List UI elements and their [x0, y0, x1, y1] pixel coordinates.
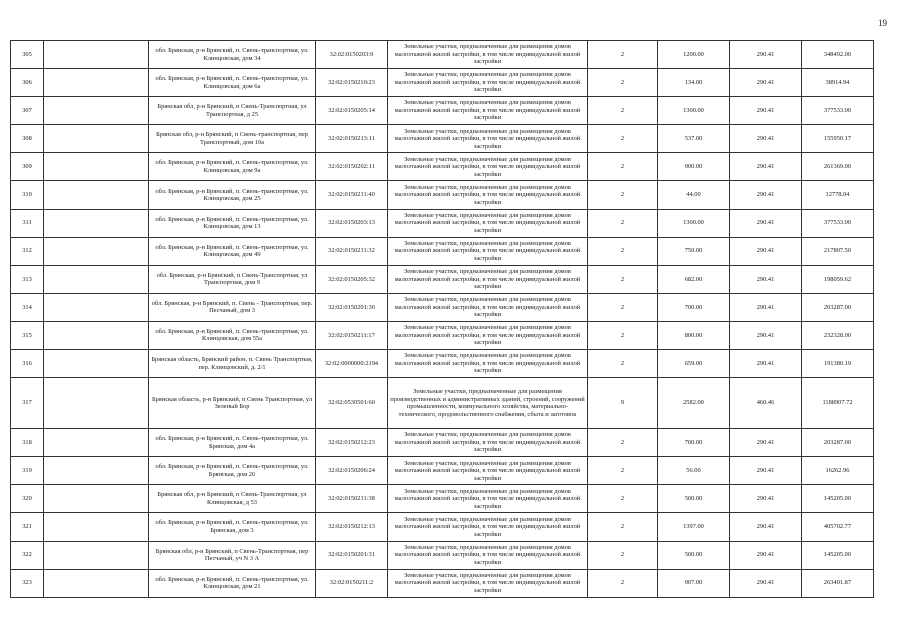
- area-cell: 500.00: [658, 541, 730, 569]
- row-number: 318: [11, 429, 44, 457]
- blank-cell: [44, 378, 149, 429]
- area-cell: 800.00: [658, 321, 730, 349]
- specific-value-cell: 290.41: [730, 293, 802, 321]
- blank-cell: [44, 237, 149, 265]
- row-number: 314: [11, 293, 44, 321]
- table-row: [11, 97, 874, 125]
- cadastral-number-cell: 32:02:0150203:13: [316, 209, 388, 237]
- table-row: [11, 209, 874, 237]
- category-cell: 2: [588, 541, 658, 569]
- cadastral-number-cell: 32:02:0150211:38: [316, 485, 388, 513]
- address-cell: Брянская обл, р-н Брянский, п Свень-Транспортная, ул Клинцовская, д 53: [149, 485, 316, 513]
- specific-value-cell: 290.41: [730, 125, 802, 153]
- table-row: [11, 265, 874, 293]
- land-use-cell: Земельные участки, предназначенные для размещения домов малоэтажной жилой застройки, в том числе индивидуальной жилой застройки: [388, 457, 588, 485]
- cadastral-number-cell: 32:02:0150201:31: [316, 541, 388, 569]
- row-number: 321: [11, 513, 44, 541]
- cadastral-number-cell: 32:02:0150212:23: [316, 429, 388, 457]
- table-row: [11, 485, 874, 513]
- specific-value-cell: 290.41: [730, 350, 802, 378]
- cadastral-value-cell: 145205.00: [802, 485, 874, 513]
- area-cell: 56.00: [658, 457, 730, 485]
- cadastral-number-cell: 32:02:0530501:60: [316, 378, 388, 429]
- specific-value-cell: 290.41: [730, 541, 802, 569]
- cadastral-value-cell: 198059.62: [802, 265, 874, 293]
- table-row: [11, 541, 874, 569]
- land-use-cell: Земельные участки, предназначенные для размещения домов малоэтажной жилой застройки, в том числе индивидуальной жилой застройки: [388, 153, 588, 181]
- specific-value-cell: 290.41: [730, 485, 802, 513]
- category-cell: 2: [588, 513, 658, 541]
- cadastral-value-cell: 348492.00: [802, 41, 874, 69]
- cadastral-value-cell: 38914.94: [802, 69, 874, 97]
- land-use-cell: Земельные участки, предназначенные для размещения домов малоэтажной жилой застройки, в том числе индивидуальной жилой застройки: [388, 293, 588, 321]
- specific-value-cell: 460.46: [730, 378, 802, 429]
- blank-cell: [44, 350, 149, 378]
- category-cell: 2: [588, 153, 658, 181]
- land-use-cell: Земельные участки, предназначенные для размещения домов малоэтажной жилой застройки, в том числе индивидуальной жилой застройки: [388, 321, 588, 349]
- area-cell: 682.00: [658, 265, 730, 293]
- table-row: [11, 293, 874, 321]
- cadastral-value-cell: 232328.00: [802, 321, 874, 349]
- address-cell: Брянская область, р-н Брянский, п Свень Транспортная, ул Зеленый Бор: [149, 378, 316, 429]
- address-cell: обл. Брянская, р-н Брянский, п. Свень-транспортная, ул. Клинцовская, дом 9а: [149, 153, 316, 181]
- table-row: [11, 181, 874, 209]
- cadastral-number-cell: 32:02:0150205:14: [316, 97, 388, 125]
- blank-cell: [44, 153, 149, 181]
- address-cell: обл. Брянская, р-н Брянский, п. Свень-транспортная, ул. Клинцовская, дом 21: [149, 569, 316, 597]
- address-cell: обл. Брянская, р-н Брянский, п. Свень-транспортная, ул. Клинцовская, дом 13: [149, 209, 316, 237]
- blank-cell: [44, 513, 149, 541]
- land-use-cell: Земельные участки, предназначенные для размещения домов малоэтажной жилой застройки, в том числе индивидуальной жилой застройки: [388, 541, 588, 569]
- blank-cell: [44, 69, 149, 97]
- address-cell: Брянская обл, р-н Брянский, п Свень-Транспортная, пер Песчаный, уч N 3 А: [149, 541, 316, 569]
- category-cell: 2: [588, 209, 658, 237]
- row-number: 323: [11, 569, 44, 597]
- cadastral-number-cell: 32:02:0150206:24: [316, 457, 388, 485]
- category-cell: 2: [588, 485, 658, 513]
- cadastral-number-cell: 32:02:0150211:2: [316, 569, 388, 597]
- area-cell: 907.00: [658, 569, 730, 597]
- land-registry-table: [10, 40, 874, 598]
- specific-value-cell: 290.41: [730, 97, 802, 125]
- area-cell: 1397.00: [658, 513, 730, 541]
- area-cell: 1300.00: [658, 97, 730, 125]
- specific-value-cell: 290.41: [730, 69, 802, 97]
- land-use-cell: Земельные участки, предназначенные для размещения домов малоэтажной жилой застройки, в том числе индивидуальной жилой застройки: [388, 350, 588, 378]
- row-number: 306: [11, 69, 44, 97]
- land-use-cell: Земельные участки, предназначенные для размещения домов малоэтажной жилой застройки, в том числе индивидуальной жилой застройки: [388, 569, 588, 597]
- specific-value-cell: 290.41: [730, 513, 802, 541]
- row-number: 309: [11, 153, 44, 181]
- address-cell: обл. Брянская, р-н Брянский, п. Свень-транспортная, ул. Клинцовская, дом 34: [149, 41, 316, 69]
- land-use-cell: Земельные участки, предназначенные для размещения домов малоэтажной жилой застройки, в том числе индивидуальной жилой застройки: [388, 97, 588, 125]
- row-number: 319: [11, 457, 44, 485]
- area-cell: 1300.00: [658, 209, 730, 237]
- cadastral-number-cell: 32:02:0000000:2194: [316, 350, 388, 378]
- category-cell: 2: [588, 429, 658, 457]
- cadastral-number-cell: 32:02:0150212:13: [316, 513, 388, 541]
- cadastral-value-cell: 16262.96: [802, 457, 874, 485]
- address-cell: Брянская обл, р-н Брянский, п Свень-Транспортная, ул Транспортная, д 25: [149, 97, 316, 125]
- cadastral-number-cell: 32:02:0150211:40: [316, 181, 388, 209]
- table-body: [11, 41, 874, 598]
- land-use-cell: Земельные участки, предназначенные для размещения производственных и административных зданий, строений, сооружений промышленности, коммунального хозяйства, материально-технического, продовольственного снабжения, сбыта и заготовок: [388, 378, 588, 429]
- row-number: 308: [11, 125, 44, 153]
- row-number: 320: [11, 485, 44, 513]
- row-number: 310: [11, 181, 44, 209]
- row-number: 313: [11, 265, 44, 293]
- table-row: [11, 321, 874, 349]
- row-number: 312: [11, 237, 44, 265]
- specific-value-cell: 290.41: [730, 457, 802, 485]
- land-use-cell: Земельные участки, предназначенные для размещения домов малоэтажной жилой застройки, в том числе индивидуальной жилой застройки: [388, 485, 588, 513]
- row-number: 322: [11, 541, 44, 569]
- category-cell: 2: [588, 237, 658, 265]
- category-cell: 2: [588, 265, 658, 293]
- blank-cell: [44, 41, 149, 69]
- area-cell: 44.00: [658, 181, 730, 209]
- specific-value-cell: 290.41: [730, 429, 802, 457]
- row-number: 311: [11, 209, 44, 237]
- cadastral-value-cell: 155950.17: [802, 125, 874, 153]
- page-number: 19: [878, 18, 887, 28]
- cadastral-number-cell: 32:02:0150203:9: [316, 41, 388, 69]
- cadastral-value-cell: 263401.87: [802, 569, 874, 597]
- land-use-cell: Земельные участки, предназначенные для размещения домов малоэтажной жилой застройки, в том числе индивидуальной жилой застройки: [388, 513, 588, 541]
- blank-cell: [44, 429, 149, 457]
- blank-cell: [44, 97, 149, 125]
- land-use-cell: Земельные участки, предназначенные для размещения домов малоэтажной жилой застройки, в том числе индивидуальной жилой застройки: [388, 69, 588, 97]
- cadastral-value-cell: 405702.77: [802, 513, 874, 541]
- blank-cell: [44, 457, 149, 485]
- land-use-cell: Земельные участки, предназначенные для размещения домов малоэтажной жилой застройки, в том числе индивидуальной жилой застройки: [388, 237, 588, 265]
- category-cell: 2: [588, 41, 658, 69]
- blank-cell: [44, 569, 149, 597]
- category-cell: 2: [588, 125, 658, 153]
- table-row: [11, 429, 874, 457]
- table-row: [11, 69, 874, 97]
- address-cell: Брянская область, Брянский район, п. Свень Транспортная, пер. Клинцовский, д. 2/1: [149, 350, 316, 378]
- specific-value-cell: 290.41: [730, 153, 802, 181]
- specific-value-cell: 290.41: [730, 41, 802, 69]
- area-cell: 537.00: [658, 125, 730, 153]
- area-cell: 750.00: [658, 237, 730, 265]
- specific-value-cell: 290.41: [730, 209, 802, 237]
- blank-cell: [44, 209, 149, 237]
- blank-cell: [44, 181, 149, 209]
- category-cell: 9: [588, 378, 658, 429]
- area-cell: 134.00: [658, 69, 730, 97]
- land-use-cell: Земельные участки, предназначенные для размещения домов малоэтажной жилой застройки, в том числе индивидуальной жилой застройки: [388, 41, 588, 69]
- land-use-cell: Земельные участки, предназначенные для размещения домов малоэтажной жилой застройки, в том числе индивидуальной жилой застройки: [388, 209, 588, 237]
- cadastral-number-cell: 32:02:0150202:11: [316, 153, 388, 181]
- table-row: [11, 153, 874, 181]
- row-number: 317: [11, 378, 44, 429]
- address-cell: обл. Брянская, р-н Брянский, п. Свень-транспортная, ул. Клинцовская, дом 49: [149, 237, 316, 265]
- cadastral-number-cell: 32:02:0150205:32: [316, 265, 388, 293]
- cadastral-number-cell: 32:02:0150210:23: [316, 69, 388, 97]
- cadastral-value-cell: 145205.00: [802, 541, 874, 569]
- cadastral-value-cell: 203287.00: [802, 429, 874, 457]
- table-row: [11, 378, 874, 429]
- category-cell: 2: [588, 181, 658, 209]
- table-row: [11, 513, 874, 541]
- category-cell: 2: [588, 97, 658, 125]
- area-cell: 2582.00: [658, 378, 730, 429]
- land-use-cell: Земельные участки, предназначенные для размещения домов малоэтажной жилой застройки, в том числе индивидуальной жилой застройки: [388, 429, 588, 457]
- table-row: [11, 237, 874, 265]
- address-cell: обл. Брянская, р-н Брянский, п. Свень-транспортная, ул. Клинцовская, дом 6а: [149, 69, 316, 97]
- cadastral-value-cell: 203287.00: [802, 293, 874, 321]
- row-number: 305: [11, 41, 44, 69]
- blank-cell: [44, 293, 149, 321]
- table-row: [11, 457, 874, 485]
- specific-value-cell: 290.41: [730, 181, 802, 209]
- cadastral-value-cell: 12778.04: [802, 181, 874, 209]
- address-cell: Брянская обл, р-н Брянский, п Свень-транспортная, пер Транспортный, дом 10а: [149, 125, 316, 153]
- address-cell: обл. Брянская, р-н Брянский, п. Свень-транспортная, ул. Брянская, дом 4а: [149, 429, 316, 457]
- row-number: 316: [11, 350, 44, 378]
- specific-value-cell: 290.41: [730, 237, 802, 265]
- blank-cell: [44, 265, 149, 293]
- address-cell: обл. Брянская, р-н Брянский, п. Свень-транспортная, ул. Клинцовская, дом 55а: [149, 321, 316, 349]
- specific-value-cell: 290.41: [730, 321, 802, 349]
- table-row: [11, 350, 874, 378]
- area-cell: 900.00: [658, 153, 730, 181]
- cadastral-number-cell: 32:02:0150211:17: [316, 321, 388, 349]
- area-cell: 659.00: [658, 350, 730, 378]
- specific-value-cell: 290.41: [730, 569, 802, 597]
- cadastral-value-cell: 217807.50: [802, 237, 874, 265]
- address-cell: обл. Брянская, р-н Брянский, п Свень-Транспортная, ул Транспортная, дом 9: [149, 265, 316, 293]
- blank-cell: [44, 125, 149, 153]
- row-number: 307: [11, 97, 44, 125]
- table-row: [11, 125, 874, 153]
- category-cell: 2: [588, 350, 658, 378]
- land-use-cell: Земельные участки, предназначенные для размещения домов малоэтажной жилой застройки, в том числе индивидуальной жилой застройки: [388, 265, 588, 293]
- address-cell: обл. Брянская, р-н Брянский, п. Свень-транспортная, ул. Брянская, дом 3: [149, 513, 316, 541]
- cadastral-number-cell: 32:02:0150211:32: [316, 237, 388, 265]
- category-cell: 2: [588, 321, 658, 349]
- cadastral-value-cell: 377533.00: [802, 209, 874, 237]
- blank-cell: [44, 541, 149, 569]
- blank-cell: [44, 321, 149, 349]
- cadastral-number-cell: 32:02:0150201:30: [316, 293, 388, 321]
- address-cell: обл. Брянская, р-н Брянский, п. Свень - Транспортная, пер. Песчаный, дом 3: [149, 293, 316, 321]
- address-cell: обл. Брянская, р-н Брянский, п. Свень-транспортная, ул. Брянская, дом 26: [149, 457, 316, 485]
- land-use-cell: Земельные участки, предназначенные для размещения домов малоэтажной жилой застройки, в том числе индивидуальной жилой застройки: [388, 125, 588, 153]
- table-row: [11, 41, 874, 69]
- category-cell: 2: [588, 569, 658, 597]
- row-number: 315: [11, 321, 44, 349]
- category-cell: 2: [588, 293, 658, 321]
- cadastral-value-cell: 261369.00: [802, 153, 874, 181]
- area-cell: 1200.00: [658, 41, 730, 69]
- category-cell: 2: [588, 457, 658, 485]
- cadastral-value-cell: 377533.00: [802, 97, 874, 125]
- area-cell: 500.00: [658, 485, 730, 513]
- area-cell: 700.00: [658, 293, 730, 321]
- category-cell: 2: [588, 69, 658, 97]
- blank-cell: [44, 485, 149, 513]
- land-use-cell: Земельные участки, предназначенные для размещения домов малоэтажной жилой застройки, в том числе индивидуальной жилой застройки: [388, 181, 588, 209]
- cadastral-number-cell: 32:02:0150213:11: [316, 125, 388, 153]
- cadastral-value-cell: 1188907.72: [802, 378, 874, 429]
- address-cell: обл. Брянская, р-н Брянский, п. Свень-транспортная, ул. Клинцовская, дом 25: [149, 181, 316, 209]
- specific-value-cell: 290.41: [730, 265, 802, 293]
- area-cell: 700.00: [658, 429, 730, 457]
- cadastral-value-cell: 191380.19: [802, 350, 874, 378]
- table-row: [11, 569, 874, 597]
